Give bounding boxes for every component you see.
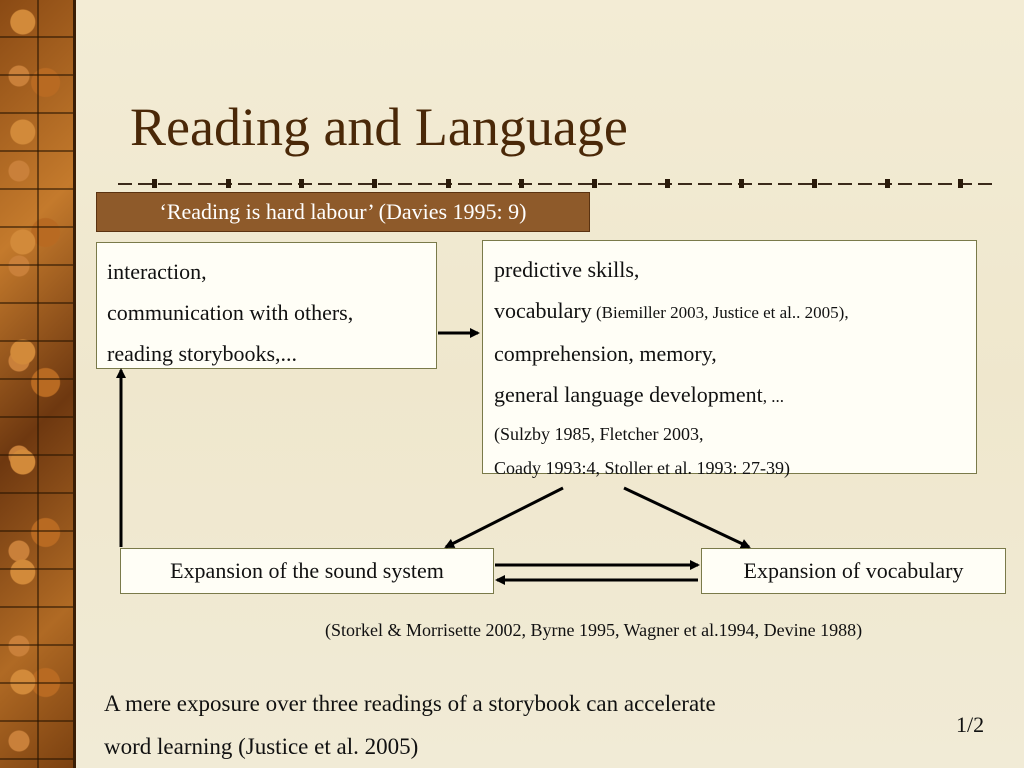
divider-marker (446, 179, 451, 188)
divider-marker (739, 179, 744, 188)
title-divider (118, 183, 993, 185)
divider-marker (372, 179, 377, 188)
divider-marker (958, 179, 963, 188)
divider-marker (299, 179, 304, 188)
skills-line: comprehension, memory, (494, 341, 717, 366)
input-activities-box (96, 242, 437, 369)
skills-citation: Coady 1993:4, Stoller et al. 1993: 27-39) (494, 458, 790, 478)
sound-system-box: Expansion of the sound system (120, 548, 494, 594)
divider-marker (519, 179, 524, 188)
skills-term: general language development (494, 382, 763, 407)
skills-ellipsis: , ... (762, 387, 785, 406)
divider-marker (592, 179, 597, 188)
left-box-line: communication with others, (107, 300, 354, 325)
slide-title: Reading and Language (130, 97, 628, 157)
vocabulary-box: Expansion of vocabulary (701, 548, 1006, 594)
summary-line: A mere exposure over three readings of a storybook can accelerate (104, 691, 716, 716)
page-number: 1/2 (956, 712, 985, 737)
summary-note (104, 682, 716, 768)
divider-marker (665, 179, 670, 188)
divider-marker (812, 179, 817, 188)
arrow-to-vocab-box (624, 488, 749, 547)
skills-citation: (Sulzby 1985, Fletcher 2003, (494, 424, 704, 444)
skills-box (482, 240, 977, 478)
skills-citation: (Biemiller 2003, Justice et al.. 2005), (591, 303, 849, 322)
divider-marker (885, 179, 890, 188)
decorative-side-strip (0, 0, 76, 768)
divider-marker (152, 179, 157, 188)
skills-line: predictive skills, (494, 257, 640, 282)
left-box-line: reading storybooks,... (107, 341, 298, 366)
skills-term: vocabulary (494, 298, 592, 323)
references-citation: (Storkel & Morrisette 2002, Byrne 1995, Wagner et al.1994, Devine 1988) (325, 620, 863, 640)
arrow-to-sound-box (446, 488, 563, 547)
quote-banner: ‘Reading is hard labour’ (Davies 1995: 9) (96, 192, 590, 232)
divider-marker (226, 179, 231, 188)
skills-line (494, 374, 965, 417)
summary-line: word learning (Justice et al. 2005) (104, 734, 419, 759)
left-box-line: interaction, (107, 259, 207, 284)
skills-line (494, 290, 965, 333)
